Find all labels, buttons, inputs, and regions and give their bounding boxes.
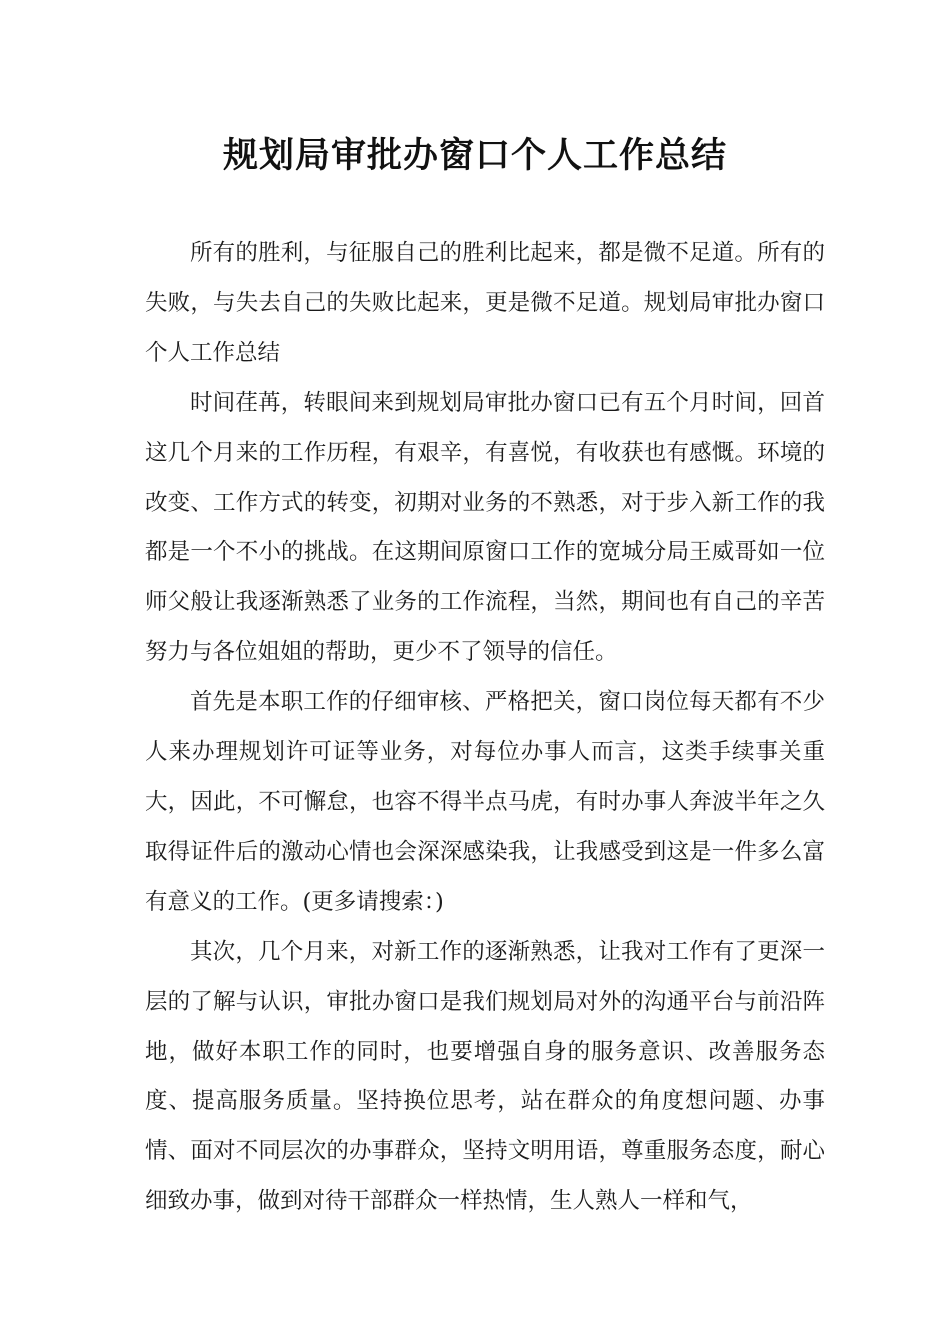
document-body	[145, 229, 825, 1227]
paragraph-first: 首先是本职工作的仔细审核、严格把关，窗口岗位每天都有不少人来办理规划许可证等业务，对每位办事人而言，这类手续事关重大，因此，不可懈怠，也容不得半点马虎，有时办事人奔波半年之久取得证件后的激动心情也会深深感染我，让我感受到这是一件多么富有意义的工作。(更多请搜索：)	[145, 689, 825, 915]
document-title: 规划局审批办窗口个人工作总结	[222, 136, 727, 176]
paragraph-second: 其次，几个月来，对新工作的逐渐熟悉，让我对工作有了更深一层的了解与认识，审批办窗口是我们规划局对外的沟通平台与前沿阵地，做好本职工作的同时，也要增强自身的服务意识、改善服务态度、提高服务质量。坚持换位思考，站在群众的角度想问题、办事情、面对不同层次的办事群众，坚持文明用语，尊重服务态度，耐心细致办事，做到对待干部群众一样热情，生人熟人一样和气，	[145, 938, 825, 1215]
paragraph-intro: 所有的胜利，与征服自己的胜利比起来，都是微不足道。所有的失败，与失去自己的失败比起来，更是微不足道。规划局审批办窗口个人工作总结	[145, 240, 825, 366]
paragraph-time: 时间荏苒，转眼间来到规划局审批办窗口已有五个月时间，回首这几个月来的工作历程，有艰辛，有喜悦，有收获也有感慨。环境的改变、工作方式的转变，初期对业务的不熟悉，对于步入新工作的我都是一个不小的挑战。在这期间原窗口工作的宽城分局王威哥如一位师父般让我逐渐熟悉了业务的工作流程，当然，期间也有自己的辛苦努力与各位姐姐的帮助，更少不了领导的信任。	[145, 389, 825, 666]
